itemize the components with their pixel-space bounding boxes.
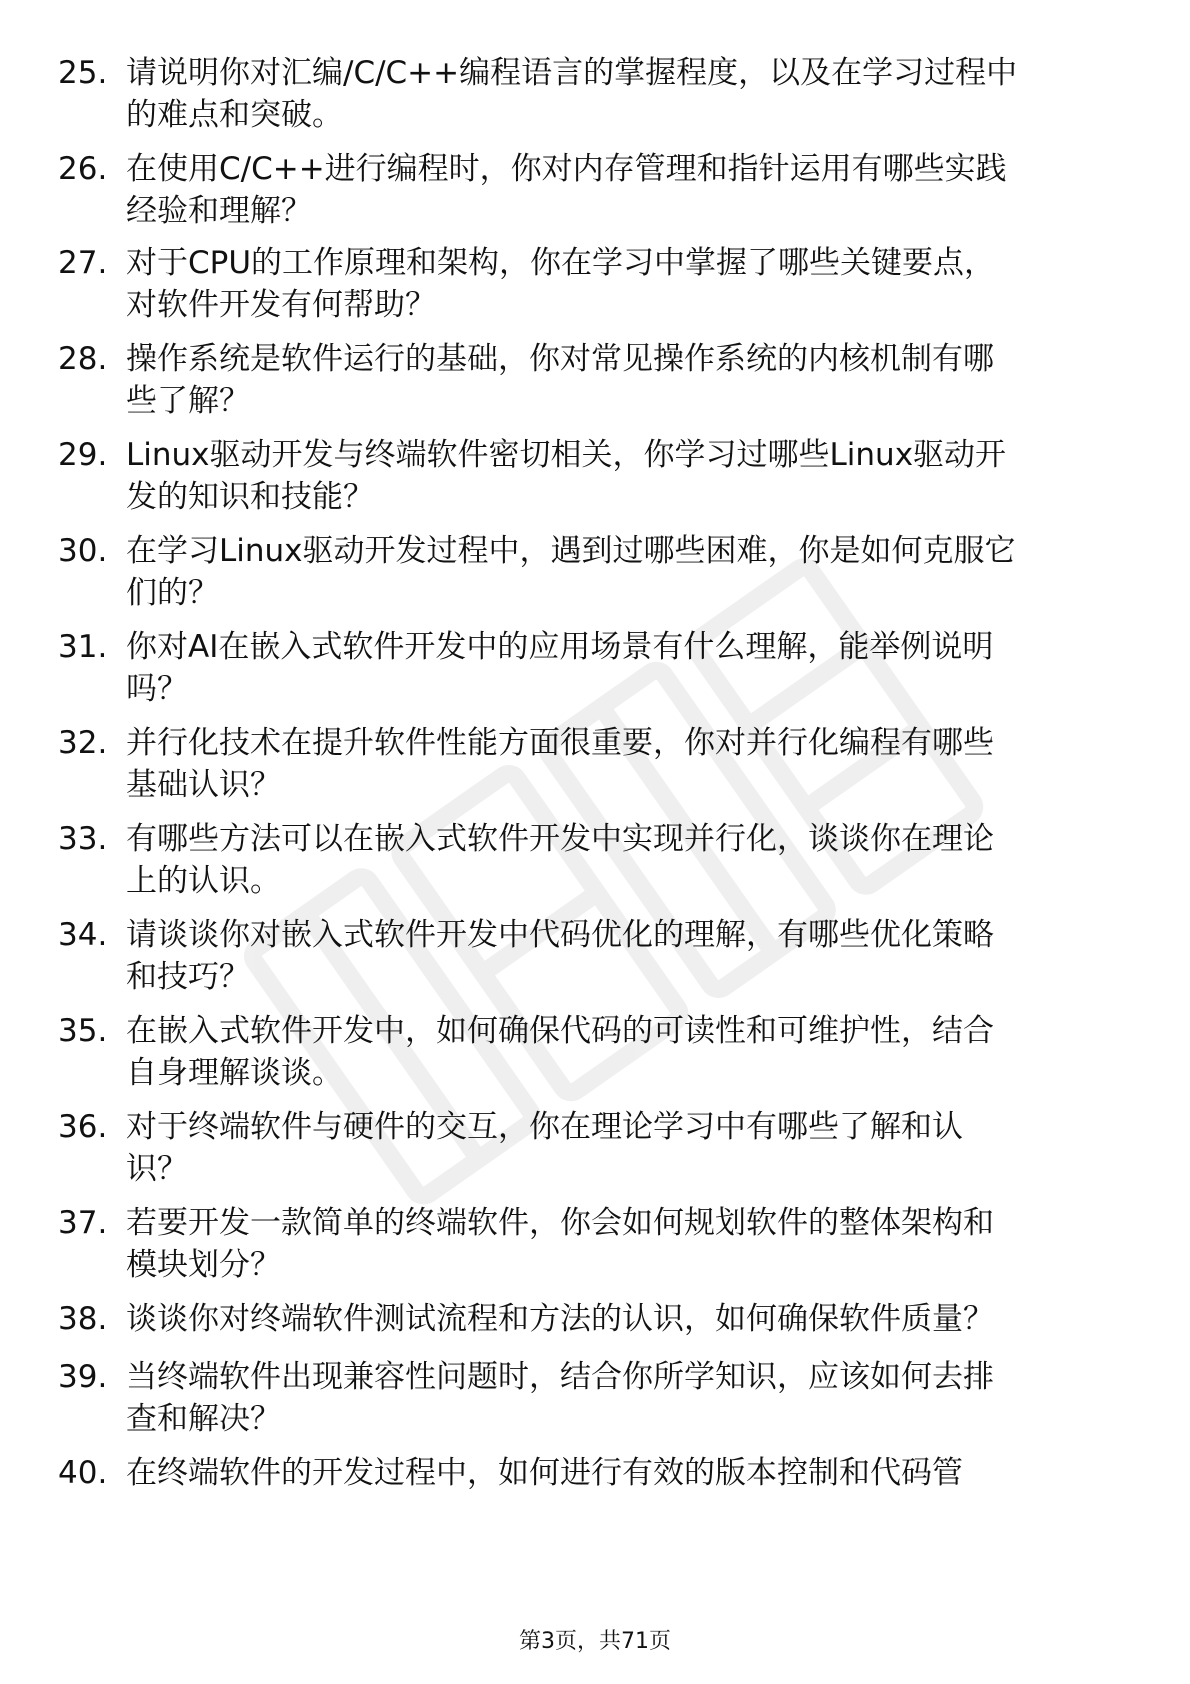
question-number: 28. bbox=[58, 341, 108, 377]
question-number: 37. bbox=[58, 1205, 108, 1241]
question-number: 31. bbox=[58, 629, 108, 665]
question-number: 27. bbox=[58, 245, 108, 281]
question-text-line: 请谈谈你对嵌入式软件开发中代码优化的理解，有哪些优化策略 bbox=[126, 917, 994, 953]
question-text-line: 当终端软件出现兼容性问题时，结合你所学知识，应该如何去排 bbox=[126, 1359, 994, 1395]
question-text bbox=[126, 1106, 1126, 1190]
question-text bbox=[126, 1010, 1126, 1094]
question-number: 26. bbox=[58, 151, 108, 187]
question-text-line: 在嵌入式软件开发中，如何确保代码的可读性和可维护性，结合 bbox=[126, 1013, 994, 1049]
question-text bbox=[126, 1298, 1126, 1340]
question-text-line: 查和解决？ bbox=[126, 1401, 281, 1437]
question-text-line: 在使用C/C++进行编程时，你对内存管理和指针运用有哪些实践 bbox=[126, 151, 1007, 187]
question-text-line: 的难点和突破。 bbox=[126, 97, 343, 133]
question-text-line: 自身理解谈谈。 bbox=[126, 1055, 343, 1091]
question-number: 40. bbox=[58, 1455, 108, 1491]
question-text-line: 对于终端软件与硬件的交互，你在理论学习中有哪些了解和认 bbox=[126, 1109, 963, 1145]
question-text bbox=[126, 1356, 1126, 1440]
question-text-line: 有哪些方法可以在嵌入式软件开发中实现并行化，谈谈你在理论 bbox=[126, 821, 994, 857]
question-text bbox=[126, 626, 1126, 710]
question-text-line: 吗？ bbox=[126, 671, 188, 707]
question-text-line: 们的？ bbox=[126, 575, 219, 611]
question-text-line: 识？ bbox=[126, 1151, 188, 1187]
question-text bbox=[126, 1452, 1126, 1494]
question-text-line: 经验和理解？ bbox=[126, 193, 312, 229]
question-text-line: 并行化技术在提升软件性能方面很重要，你对并行化编程有哪些 bbox=[126, 725, 994, 761]
question-text bbox=[126, 338, 1126, 422]
question-text bbox=[126, 434, 1126, 518]
question-text bbox=[126, 52, 1126, 136]
question-text-line: 谈谈你对终端软件测试流程和方法的认识，如何确保软件质量？ bbox=[126, 1301, 994, 1337]
question-text-line: 和技巧？ bbox=[126, 959, 250, 995]
question-text bbox=[126, 1202, 1126, 1286]
question-text-line: 对软件开发有何帮助？ bbox=[126, 287, 436, 323]
question-text-line: 模块划分？ bbox=[126, 1247, 281, 1283]
question-text-line: Linux驱动开发与终端软件密切相关，你学习过哪些Linux驱动开 bbox=[126, 437, 1007, 473]
question-number: 32. bbox=[58, 725, 108, 761]
question-text-line: 发的知识和技能？ bbox=[126, 479, 374, 515]
question-number: 29. bbox=[58, 437, 108, 473]
question-text-line: 基础认识？ bbox=[126, 767, 281, 803]
question-number: 36. bbox=[58, 1109, 108, 1145]
question-text-line: 请说明你对汇编/C/C++编程语言的掌握程度，以及在学习过程中 bbox=[126, 55, 1018, 91]
question-text bbox=[126, 722, 1126, 806]
question-number: 35. bbox=[58, 1013, 108, 1049]
question-text-line: 若要开发一款简单的终端软件，你会如何规划软件的整体架构和 bbox=[126, 1205, 994, 1241]
question-text bbox=[126, 914, 1126, 998]
question-text-line: 在终端软件的开发过程中，如何进行有效的版本控制和代码管 bbox=[126, 1455, 963, 1491]
question-number: 38. bbox=[58, 1301, 108, 1337]
question-number: 25. bbox=[58, 55, 108, 91]
question-text bbox=[126, 148, 1126, 232]
question-text-line: 你对AI在嵌入式软件开发中的应用场景有什么理解，能举例说明 bbox=[126, 629, 994, 665]
question-number: 33. bbox=[58, 821, 108, 857]
question-text bbox=[126, 530, 1126, 614]
question-text-line: 对于CPU的工作原理和架构，你在学习中掌握了哪些关键要点， bbox=[126, 245, 996, 281]
question-text-line: 在学习Linux驱动开发过程中，遇到过哪些困难，你是如何克服它 bbox=[126, 533, 1016, 569]
question-number: 34. bbox=[58, 917, 108, 953]
page-footer: 第3页，共71页 bbox=[519, 1629, 671, 1654]
question-text bbox=[126, 242, 1126, 326]
question-text-line: 操作系统是软件运行的基础，你对常见操作系统的内核机制有哪 bbox=[126, 341, 994, 377]
question-text-line: 些了解？ bbox=[126, 383, 250, 419]
question-text-line: 上的认识。 bbox=[126, 863, 281, 899]
question-text bbox=[126, 818, 1126, 902]
question-number: 30. bbox=[58, 533, 108, 569]
question-number: 39. bbox=[58, 1359, 108, 1395]
